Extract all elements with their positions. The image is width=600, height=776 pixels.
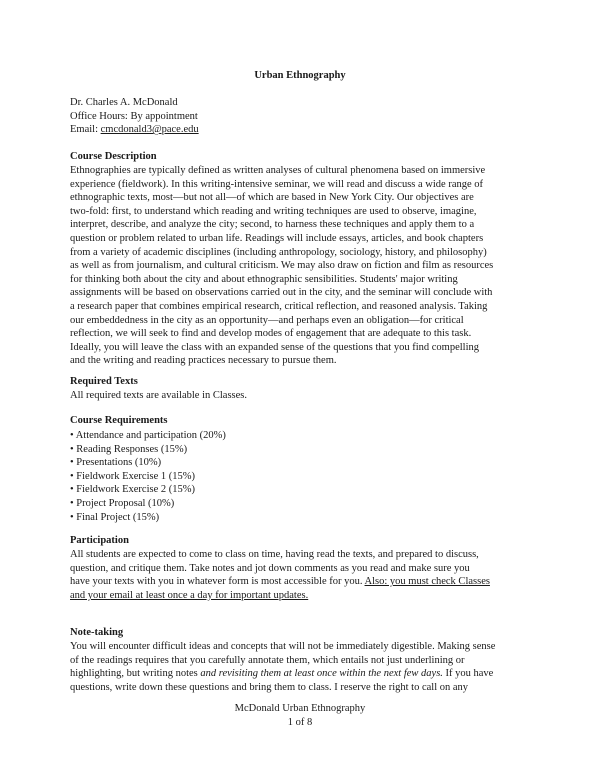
text-span: If you have [442,668,494,680]
email-label: Email: [70,124,101,136]
participation-heading: Participation [70,535,129,546]
required-texts-heading: Required Texts [70,376,138,387]
paragraph-line: as well as from journalism, and cultural criticism. We may also draw on fiction and film as resources [70,260,494,272]
paragraph-line: All students are expected to come to class on time, having read the texts, and prepared to discuss, [70,549,479,560]
paragraph-line: from a variety of academic disciplines (including anthropology, sociology, history, and philosophy) [70,246,487,258]
paragraph-line: question, and critique them. Take notes and jot down comments as you read and make sure you [70,562,470,574]
page-number: 1 of 8 [287,716,313,728]
footer-course: McDonald Urban Ethnography [234,703,366,714]
email-link[interactable]: cmcdonald3@pace.edu [100,124,199,136]
list-item: • Final Project (15%) [70,511,160,523]
emphasized-text: and revisiting them at least once within the next few days. [200,668,443,680]
paragraph-line: interpret, describe, and analyze the city; second, to harness these techniques and apply them to a [70,219,475,231]
instructor-name: Dr. Charles A. McDonald [70,97,178,108]
paragraph-line: question or problem related to urban life. Readings will include essays, articles, and book chapters [70,232,484,244]
paragraph-line: You will encounter difficult ideas and concepts that will not be immediately digestible. Making sense [70,641,496,652]
list-item: • Attendance and participation (20%) [70,430,226,441]
contact-block [70,96,199,137]
list-item: • Reading Responses (15%) [70,443,188,455]
paragraph-line: two-fold: first, to understand which reading and writing techniques are used to observe, imagine, [70,205,477,217]
list-item: • Project Proposal (10%) [70,497,175,509]
paragraph-line: All required texts are available in Classes. [70,390,247,401]
paragraph-line [70,575,532,589]
paragraph-line: questions, write down these questions and bring them to class. I reserve the right to call on any [70,681,469,693]
note-taking-heading: Note-taking [70,627,124,638]
list-item: • Presentations (10%) [70,457,162,469]
paragraph-line: Ideally, you will leave the class with an expanded sense of the questions that you find compelling [70,341,480,353]
text-span: have your texts with you in whatever form is most accessible for you. [70,576,365,588]
text-span: highlighting, but writing notes [70,668,201,680]
paragraph-line: for thinking both about the city and about ethnographic sensibilities. Students' major writing [70,273,458,285]
course-description-text [70,164,532,368]
note-taking-text [70,640,532,694]
paragraph-line: and the writing and reading practices necessary to pursue them. [70,355,337,367]
paragraph-line: ethnographic texts, most—but not all—of which are based in New York City. Our objectives are [70,192,474,204]
paragraph-line: of the readings requires that you carefully annotate them, which entails not just underlining or [70,654,465,666]
course-requirements-heading: Course Requirements [70,415,168,426]
important-notice: Also: you must check Classes [364,576,490,588]
important-notice-continued: and your email at least once a day for important updates. [70,589,309,601]
paragraph-line: assignments will be based on observations carried out in the city, and the seminar will conclude with [70,287,493,299]
office-hours: Office Hours: By appointment [70,110,198,122]
paragraph-line: a research paper that combines empirical research, critical reflection, and reasoned analysis. Taking [70,300,488,312]
paragraph-line [70,667,532,681]
participation-text [70,548,532,602]
page-footer [0,702,600,729]
email-line [70,123,199,137]
course-description-heading: Course Description [70,151,157,162]
document-title: Urban Ethnography [254,70,346,81]
paragraph-line: reflection, we will seek to find and develop modes of engagement that are adequate to this task. [70,328,472,340]
paragraph-line: Ethnographies are typically defined as written analyses of cultural phenomena based on immersive [70,165,486,176]
paragraph-line: experience (fieldwork). In this writing-intensive seminar, we will read and discuss a wide range of [70,178,484,190]
required-texts-text [70,389,532,403]
list-item: • Fieldwork Exercise 2 (15%) [70,484,195,496]
list-item: • Fieldwork Exercise 1 (15%) [70,470,195,482]
paragraph-line: our embeddedness in the city as an opportunity—and perhaps even an obligation—for critical [70,314,464,326]
course-requirements-list [70,429,226,524]
